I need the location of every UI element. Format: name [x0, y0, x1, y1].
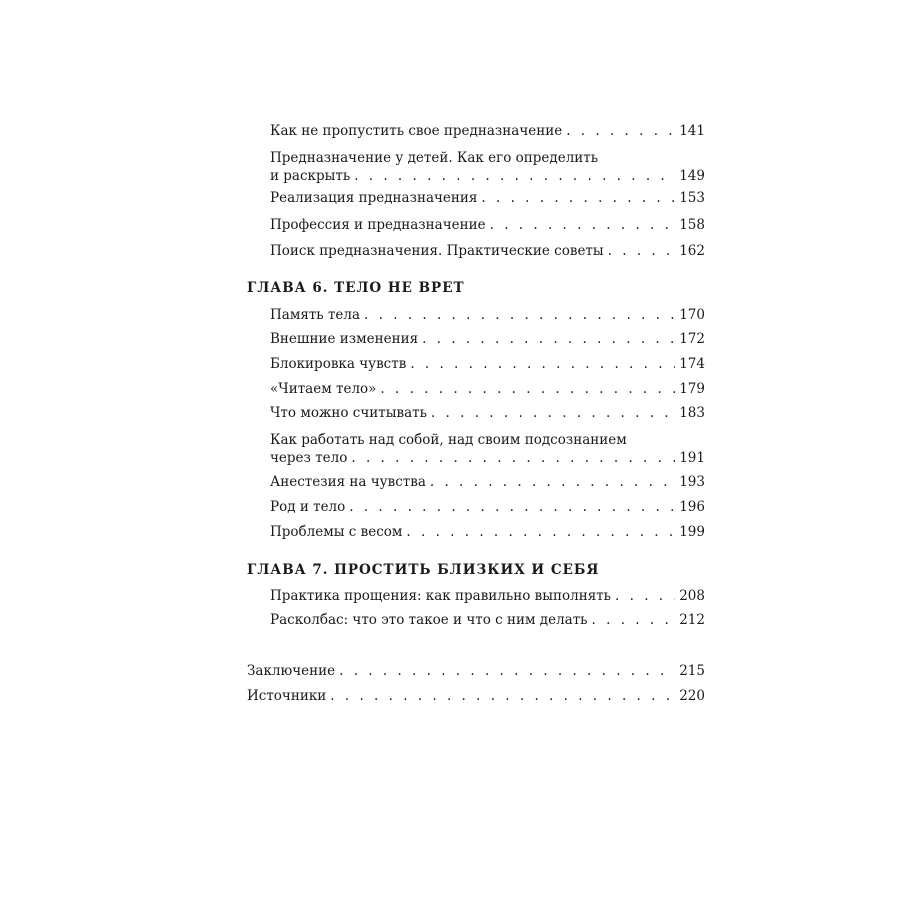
- leader-dots: [410, 355, 675, 373]
- toc-entry-page: 170: [679, 307, 705, 323]
- toc-entry[interactable]: [270, 587, 705, 605]
- toc-entry[interactable]: [270, 189, 705, 207]
- toc-entry-title: Анестезия на чувства: [270, 474, 426, 490]
- toc-entry-title: Блокировка чувств: [270, 356, 407, 372]
- toc-entry-page: 141: [679, 123, 705, 139]
- toc-entry-title: Профессия и предназначение: [270, 217, 486, 233]
- leader-dots: [349, 498, 675, 516]
- toc-entry-page: 212: [679, 612, 705, 628]
- leader-dots: [566, 122, 675, 140]
- toc-entry-title-line1: Предназначение у детей. Как его определить: [270, 150, 599, 166]
- leader-dots: [422, 330, 675, 348]
- toc-entry-page: 183: [679, 405, 705, 421]
- toc-entry[interactable]: [270, 149, 705, 185]
- toc-entry-title: Источники: [247, 688, 327, 704]
- toc-entry-title: и раскрыть: [270, 168, 351, 184]
- toc-entry-page: 196: [679, 499, 705, 515]
- toc-entry-page: 179: [679, 381, 705, 397]
- leader-dots: [481, 189, 675, 207]
- toc-entry-page: 193: [679, 474, 705, 490]
- leader-dots: [430, 473, 675, 491]
- leader-dots: [380, 380, 675, 398]
- toc-entry-title: Как не пропустить свое предназначение: [270, 123, 563, 139]
- toc-entry-page: 172: [679, 331, 705, 347]
- toc-entry-title: Род и тело: [270, 499, 346, 515]
- leader-dots: [351, 449, 675, 467]
- toc-entry-page: 174: [679, 356, 705, 372]
- toc-entry-title-line1: Как работать над собой, над своим подсознанием: [270, 432, 627, 448]
- toc-entry-title: через тело: [270, 450, 348, 466]
- toc-entry-title: Заключение: [247, 663, 336, 679]
- toc-entry[interactable]: [270, 330, 705, 348]
- leader-dots: [608, 242, 675, 260]
- toc-entry[interactable]: [270, 355, 705, 373]
- leader-dots: [406, 523, 675, 541]
- toc-entry-page: 215: [679, 663, 705, 679]
- toc-entry-title: Память тела: [270, 307, 361, 323]
- toc-entry-page: 199: [679, 524, 705, 540]
- toc-entry[interactable]: [270, 473, 705, 491]
- toc-entry[interactable]: [270, 431, 705, 467]
- leader-dots: [339, 662, 675, 680]
- toc-entry[interactable]: [270, 380, 705, 398]
- toc-entry-title: Внешние изменения: [270, 331, 419, 347]
- leader-dots: [490, 216, 675, 234]
- toc-entry-title: Реализация предназначения: [270, 190, 478, 206]
- toc-entry[interactable]: [270, 216, 705, 234]
- toc-entry-title: Практика прощения: как правильно выполнять: [270, 588, 612, 604]
- leader-dots: [364, 306, 675, 324]
- toc-entry[interactable]: [247, 662, 705, 680]
- toc-entry-page: 220: [679, 688, 705, 704]
- chapter-heading[interactable]: ГЛАВА 7. ПРОСТИТЬ БЛИЗКИХ И СЕБЯ: [247, 562, 600, 578]
- leader-dots: [592, 611, 675, 629]
- toc-entry[interactable]: [270, 611, 705, 629]
- toc-entry-page: 162: [679, 243, 705, 259]
- leader-dots: [431, 404, 675, 422]
- leader-dots: [615, 587, 675, 605]
- toc-entry-title: Проблемы с весом: [270, 524, 403, 540]
- toc-entry[interactable]: [270, 306, 705, 324]
- toc-entry-page: 158: [679, 217, 705, 233]
- toc-entry-title: Расколбас: что это такое и что с ним делать: [270, 612, 588, 628]
- toc-entry-title: Поиск предназначения. Практические советы: [270, 243, 604, 259]
- toc-entry[interactable]: [270, 498, 705, 516]
- toc-entry-page: 208: [679, 588, 705, 604]
- chapter-heading[interactable]: ГЛАВА 6. ТЕЛО НЕ ВРЕТ: [247, 280, 465, 296]
- leader-dots: [330, 687, 675, 705]
- toc-entry[interactable]: [270, 404, 705, 422]
- toc-entry[interactable]: [270, 122, 705, 140]
- toc-entry[interactable]: [270, 242, 705, 260]
- toc-entry-title: «Читаем тело»: [270, 381, 377, 397]
- toc-entry-page: 149: [679, 168, 705, 184]
- toc-entry[interactable]: [247, 687, 705, 705]
- toc-entry-page: 153: [679, 190, 705, 206]
- toc-entry-page: 191: [679, 450, 705, 466]
- toc-entry[interactable]: [270, 523, 705, 541]
- leader-dots: [354, 167, 675, 185]
- toc-entry-title: Что можно считывать: [270, 405, 427, 421]
